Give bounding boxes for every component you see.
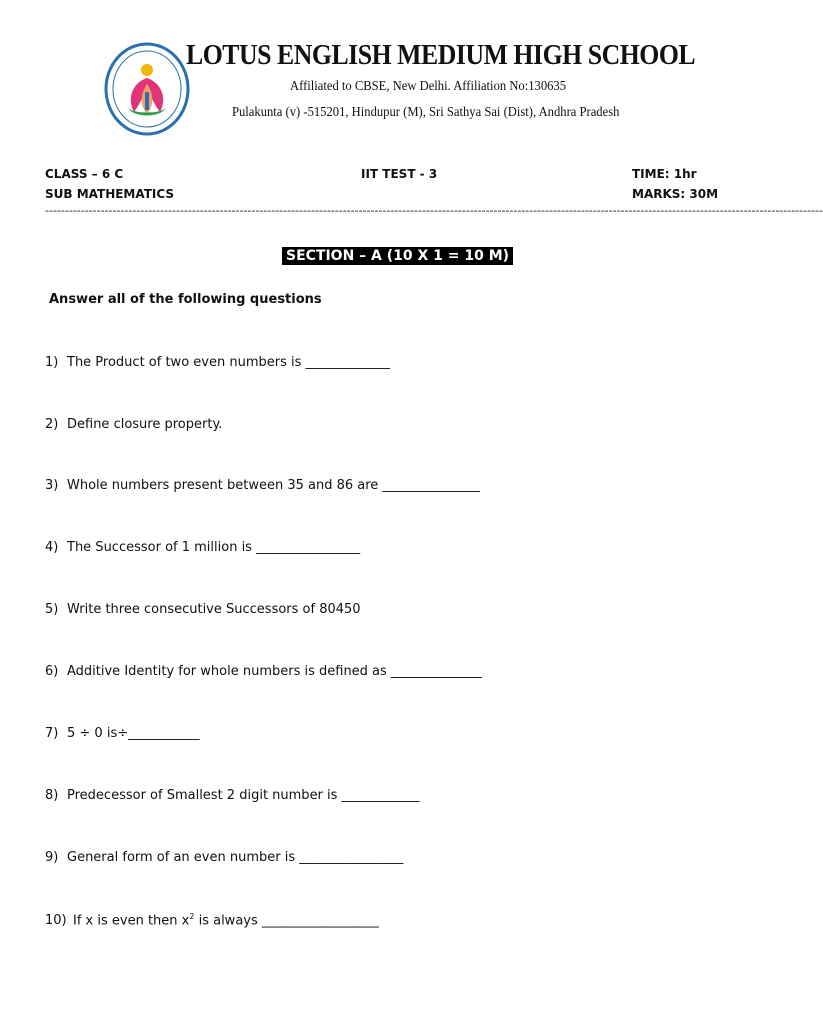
question-number: 5) (45, 602, 59, 617)
question-item (45, 602, 361, 617)
question-item (45, 664, 482, 679)
test-label: IIT TEST - 3 (361, 167, 438, 181)
question-number: 1) (45, 355, 59, 370)
section-title: SECTION – A (10 X 1 = 10 M) (282, 247, 513, 265)
question-text-end: is always __________________ (194, 913, 379, 929)
class-label: CLASS – 6 C (45, 167, 124, 181)
affiliation-line: Affiliated to CBSE, New Delhi. Affiliation No:130635 (290, 79, 567, 94)
question-text: General form of an even number is ________________ (67, 850, 404, 865)
question-text: Write three consecutive Successors of 80450 (67, 602, 361, 617)
question-text: Define closure property. (67, 417, 223, 432)
question-number: 4) (45, 540, 59, 555)
school-logo (104, 42, 190, 136)
question-item (45, 478, 480, 493)
time-label: TIME: 1hr (632, 167, 697, 181)
question-number: 9) (45, 850, 59, 865)
question-item (45, 912, 379, 928)
question-text: The Product of two even numbers is _____________ (67, 355, 391, 370)
question-number: 3) (45, 478, 59, 493)
question-number: 10) (45, 913, 67, 929)
question-number: 8) (45, 788, 59, 803)
divider-line: ---------------------------------------------------------------------------------------------------------------------------------------------------------------------------------------------------- (45, 204, 823, 217)
question-number: 2) (45, 417, 59, 432)
question-item (45, 850, 403, 865)
question-text: Predecessor of Smallest 2 digit number is ____________ (67, 788, 420, 803)
subject-label: SUB MATHEMATICS (45, 187, 175, 201)
marks-label: MARKS: 30M (632, 187, 719, 201)
question-item (45, 355, 390, 370)
question-item (45, 788, 420, 803)
question-text: 5 ÷ 0 is÷___________ (67, 726, 200, 741)
question-text: Additive Identity for whole numbers is defined as ______________ (67, 664, 482, 679)
question-item (45, 726, 200, 741)
question-text: If x is even then x (73, 913, 190, 929)
superscript: 2 (189, 912, 195, 921)
question-text: The Successor of 1 million is ________________ (67, 540, 361, 555)
school-address: Pulakunta (v) -515201, Hindupur (M), Sri Sathya Sai (Dist), Andhra Pradesh (232, 105, 620, 120)
question-number: 6) (45, 664, 59, 679)
question-text: Whole numbers present between 35 and 86 are _______________ (67, 478, 480, 493)
school-name: LOTUS ENGLISH MEDIUM HIGH SCHOOL (186, 40, 696, 71)
question-item (45, 540, 360, 555)
question-number: 7) (45, 726, 59, 741)
question-item (45, 417, 222, 432)
instruction-text: Answer all of the following questions (49, 292, 322, 307)
